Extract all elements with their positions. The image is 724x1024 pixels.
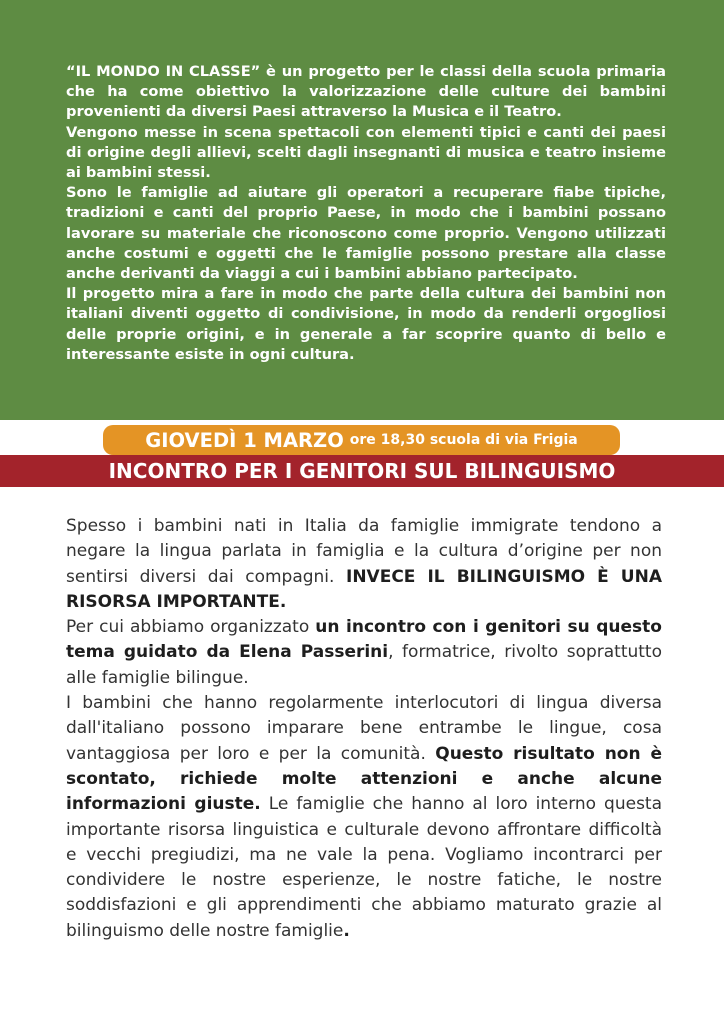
- body-p3-pre: I bambini che hanno regolarmente interlocutori di lingua diversa dall'italiano possono imparare bene entrambe le lingue, cosa vantaggiosa per loro e per la comunità.: [66, 693, 662, 764]
- body-p3-post: Le famiglie che hanno al loro interno questa importante risorsa linguistica e culturale devono affrontare difficoltà e vecchi pregiudizi, ma ne vale la pena. Vogliamo incontrarci per condividere le nostre esperienze, le nostre fatiche, le nostre soddisfazioni e gli apprendimenti che abbiamo maturato grazie al bilinguismo delle nostre famiglie: [66, 794, 663, 941]
- body-p1-text: Spesso i bambini nati in Italia da famiglie immigrate tendono a negare la lingua parlata in famiglia e la cultura d’origine per non sentirsi diversi dai compagni.: [66, 516, 662, 587]
- intro-panel: [0, 0, 724, 420]
- body-p3-end: .: [343, 920, 350, 941]
- body-p1-bold: INVECE IL BILINGUISMO È UNA RISORSA IMPORTANTE.: [66, 566, 662, 612]
- intro-paragraph-3: Sono le famiglie ad aiutare gli operatori a recuperare fiabe tipiche, tradizioni e canti del proprio Paese, in modo che i bambini possano lavorare su materiale che riconoscono come proprio. Vengono utilizzati anche costumi e oggetti che le famiglie possono prestare alla classe anche derivanti da viaggi a cui i bambini abbiano partecipato.: [66, 184, 666, 283]
- event-time-place: ore 18,30 scuola di via Frigia: [349, 432, 578, 448]
- body-p3-bold: Questo risultato non è scontato, richiede molte attenzioni e anche alcune informazioni giuste.: [66, 743, 663, 815]
- event-date: GIOVEDÌ 1 MARZO: [145, 428, 344, 452]
- body-text: [66, 514, 662, 944]
- body-p2-pre: Per cui abbiamo organizzato: [66, 617, 310, 638]
- body-paragraph-2: [66, 615, 662, 691]
- event-date-banner: [103, 425, 620, 455]
- body-paragraph-1: [66, 514, 662, 615]
- body-paragraph-3: [66, 691, 662, 944]
- intro-paragraph-4: Il progetto mira a fare in modo che parte della cultura dei bambini non italiani diventi oggetto di condivisione, in modo da renderli orgogliosi delle proprie origini, e in generale a far scoprire quanto di bello e interessante esiste in ogni cultura.: [66, 285, 666, 363]
- intro-paragraph-1: “IL MONDO IN CLASSE” è un progetto per le classi della scuola primaria che ha come obiettivo la valorizzazione delle culture dei bambini provenienti da diversi Paesi attraverso la Musica e il Teatro.: [66, 63, 666, 121]
- intro-text: [66, 62, 666, 365]
- body-p2-post: , formatrice, rivolto soprattutto alle famiglie bilingue.: [66, 642, 662, 688]
- event-title-band: [0, 455, 724, 487]
- body-p2-bold: un incontro con i genitori su questo tema guidato da Elena Passerini: [66, 617, 662, 663]
- intro-paragraph-2: Vengono messe in scena spettacoli con elementi tipici e canti dei paesi di origine degli allievi, scelti dagli insegnanti di musica e teatro insieme ai bambini stessi.: [66, 123, 666, 182]
- event-title: INCONTRO PER I GENITORI SUL BILINGUISMO: [108, 459, 616, 483]
